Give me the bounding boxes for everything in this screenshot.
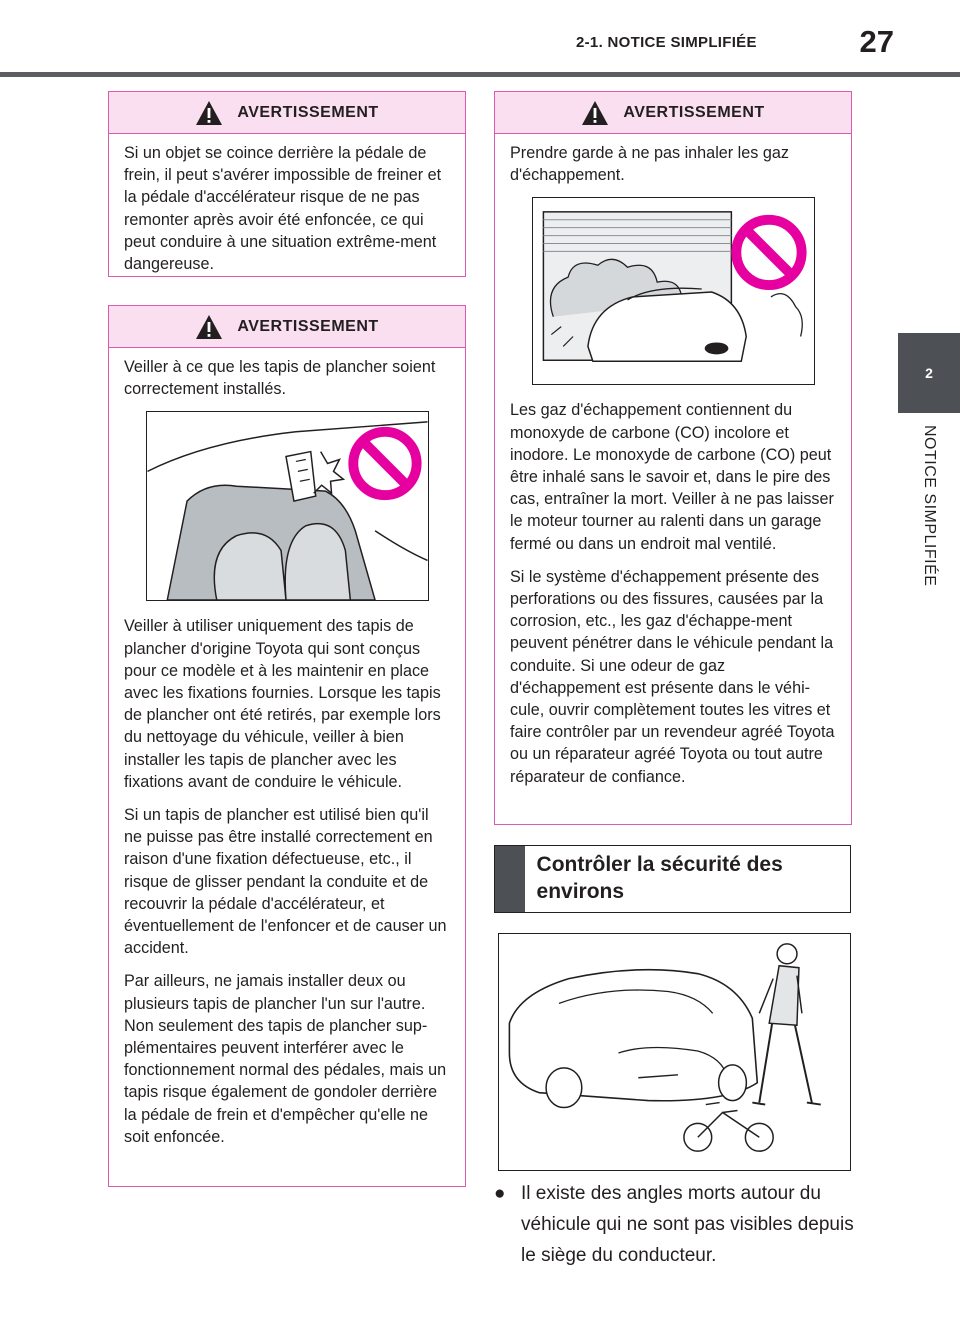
- warning-text: Par ailleurs, ne jamais installer deux ou plusieurs tapis de plancher l'un sur l'autre. Non seulement des tapis de plancher sup-plémentaires peuvent interférer avec le fonctionnement normal des pédales, mais un tapis risque également de gondoler derrière la pédale de frein et d'empêcher qu'elle ne soit enfoncée.: [124, 972, 447, 1146]
- section-heading-box: [494, 845, 851, 913]
- warning-text: Si le système d'échappement présente des perforations ou des fissures, causées par la corrosion, etc., les gaz d'échappe-ment peuvent pénétrer dans le véhicule pendant la conduite. Si une odeur de gaz d'échappement est présente dans le véhi-cule, ouvrir complètement toutes les vitres et faire contrôler par un revendeur agréé Toyota ou un réparateur agréé Toyota ou tout autre réparateur de confiance.: [510, 567, 835, 786]
- chapter-tab[interactable]: [898, 333, 960, 413]
- bullet-dot-icon: ●: [494, 1183, 506, 1204]
- section-heading-bar: [495, 846, 525, 912]
- warning-text: Veiller à utiliser uniquement des tapis de plancher d'origine Toyota qui sont conçus pour ce modèle et à les maintenir en place avec les fixations fournies. Lorsque les tapis de plancher ont été retirés, par exemple lors du nettoyage du véhicule, veiller à bien installer les tapis de plancher avec les fixations avant de conduire le véhicule.: [124, 617, 441, 791]
- page-number: 27: [859, 24, 894, 59]
- warning-triangle-icon: [195, 314, 223, 340]
- blind-spot-illustration: [498, 933, 851, 1171]
- warning-text: Si un objet se coince derrière la pédale de frein, il peut s'avérer impossible de freiner et la pédale d'accélérateur risque de ne pas remonter après avoir été enfoncée, ce qui peut conduire à une situation extrême-ment dangereuse.: [124, 144, 442, 274]
- warning-text: Les gaz d'échappement contiennent du monoxyde de carbone (CO) incolore et inodore. Le monoxyde de carbone (CO) peut être inhalé sans le savoir et, dans le pire des cas, entraîner la mort. Veiller à ne pas laisser le moteur tourner au ralenti dans un garage fermé ou dans un endroit mal ventilé.: [510, 401, 834, 553]
- chapter-side-label: NOTICE SIMPLIFIÉE: [921, 425, 938, 587]
- warning-title: AVERTISSEMENT: [237, 317, 379, 335]
- section-heading-title: Contrôler la sécurité des environs: [536, 853, 783, 903]
- warning-box-exhaust: [494, 91, 852, 825]
- bullet-item: [494, 1178, 854, 1271]
- chapter-tab-number: 2: [925, 365, 933, 381]
- warning-title: AVERTISSEMENT: [623, 103, 765, 121]
- warning-text: Si un tapis de plancher est utilisé bien qu'il ne puisse pas être installé correctement en raison d'une fixation défectueuse, etc., il risque de glisser pendant la conduite et de recouvrir la pédale d'accélérateur, et éventuellement de l'enfoncer et de causer un accident.: [124, 806, 447, 958]
- warning-header: [109, 92, 465, 134]
- garage-exhaust-illustration: [532, 197, 815, 385]
- warning-box-pedal: [108, 91, 466, 277]
- warning-triangle-icon: [581, 100, 609, 126]
- header-section-title: 2-1. NOTICE SIMPLIFIÉE: [576, 34, 757, 51]
- warning-triangle-icon: [195, 100, 223, 126]
- bullet-text: Il existe des angles morts autour du véhicule qui ne sont pas visibles depuis le siège du conducteur.: [521, 1183, 854, 1266]
- warning-text: Veiller à ce que les tapis de plancher soient correctement installés.: [124, 358, 436, 399]
- warning-header: [109, 306, 465, 348]
- floor-mat-illustration: [146, 411, 429, 601]
- warning-text: Prendre garde à ne pas inhaler les gaz d'échappement.: [510, 144, 789, 185]
- warning-header: [495, 92, 851, 134]
- header-rule: [0, 72, 960, 77]
- warning-box-floor-mats: [108, 305, 466, 1187]
- warning-title: AVERTISSEMENT: [237, 103, 379, 121]
